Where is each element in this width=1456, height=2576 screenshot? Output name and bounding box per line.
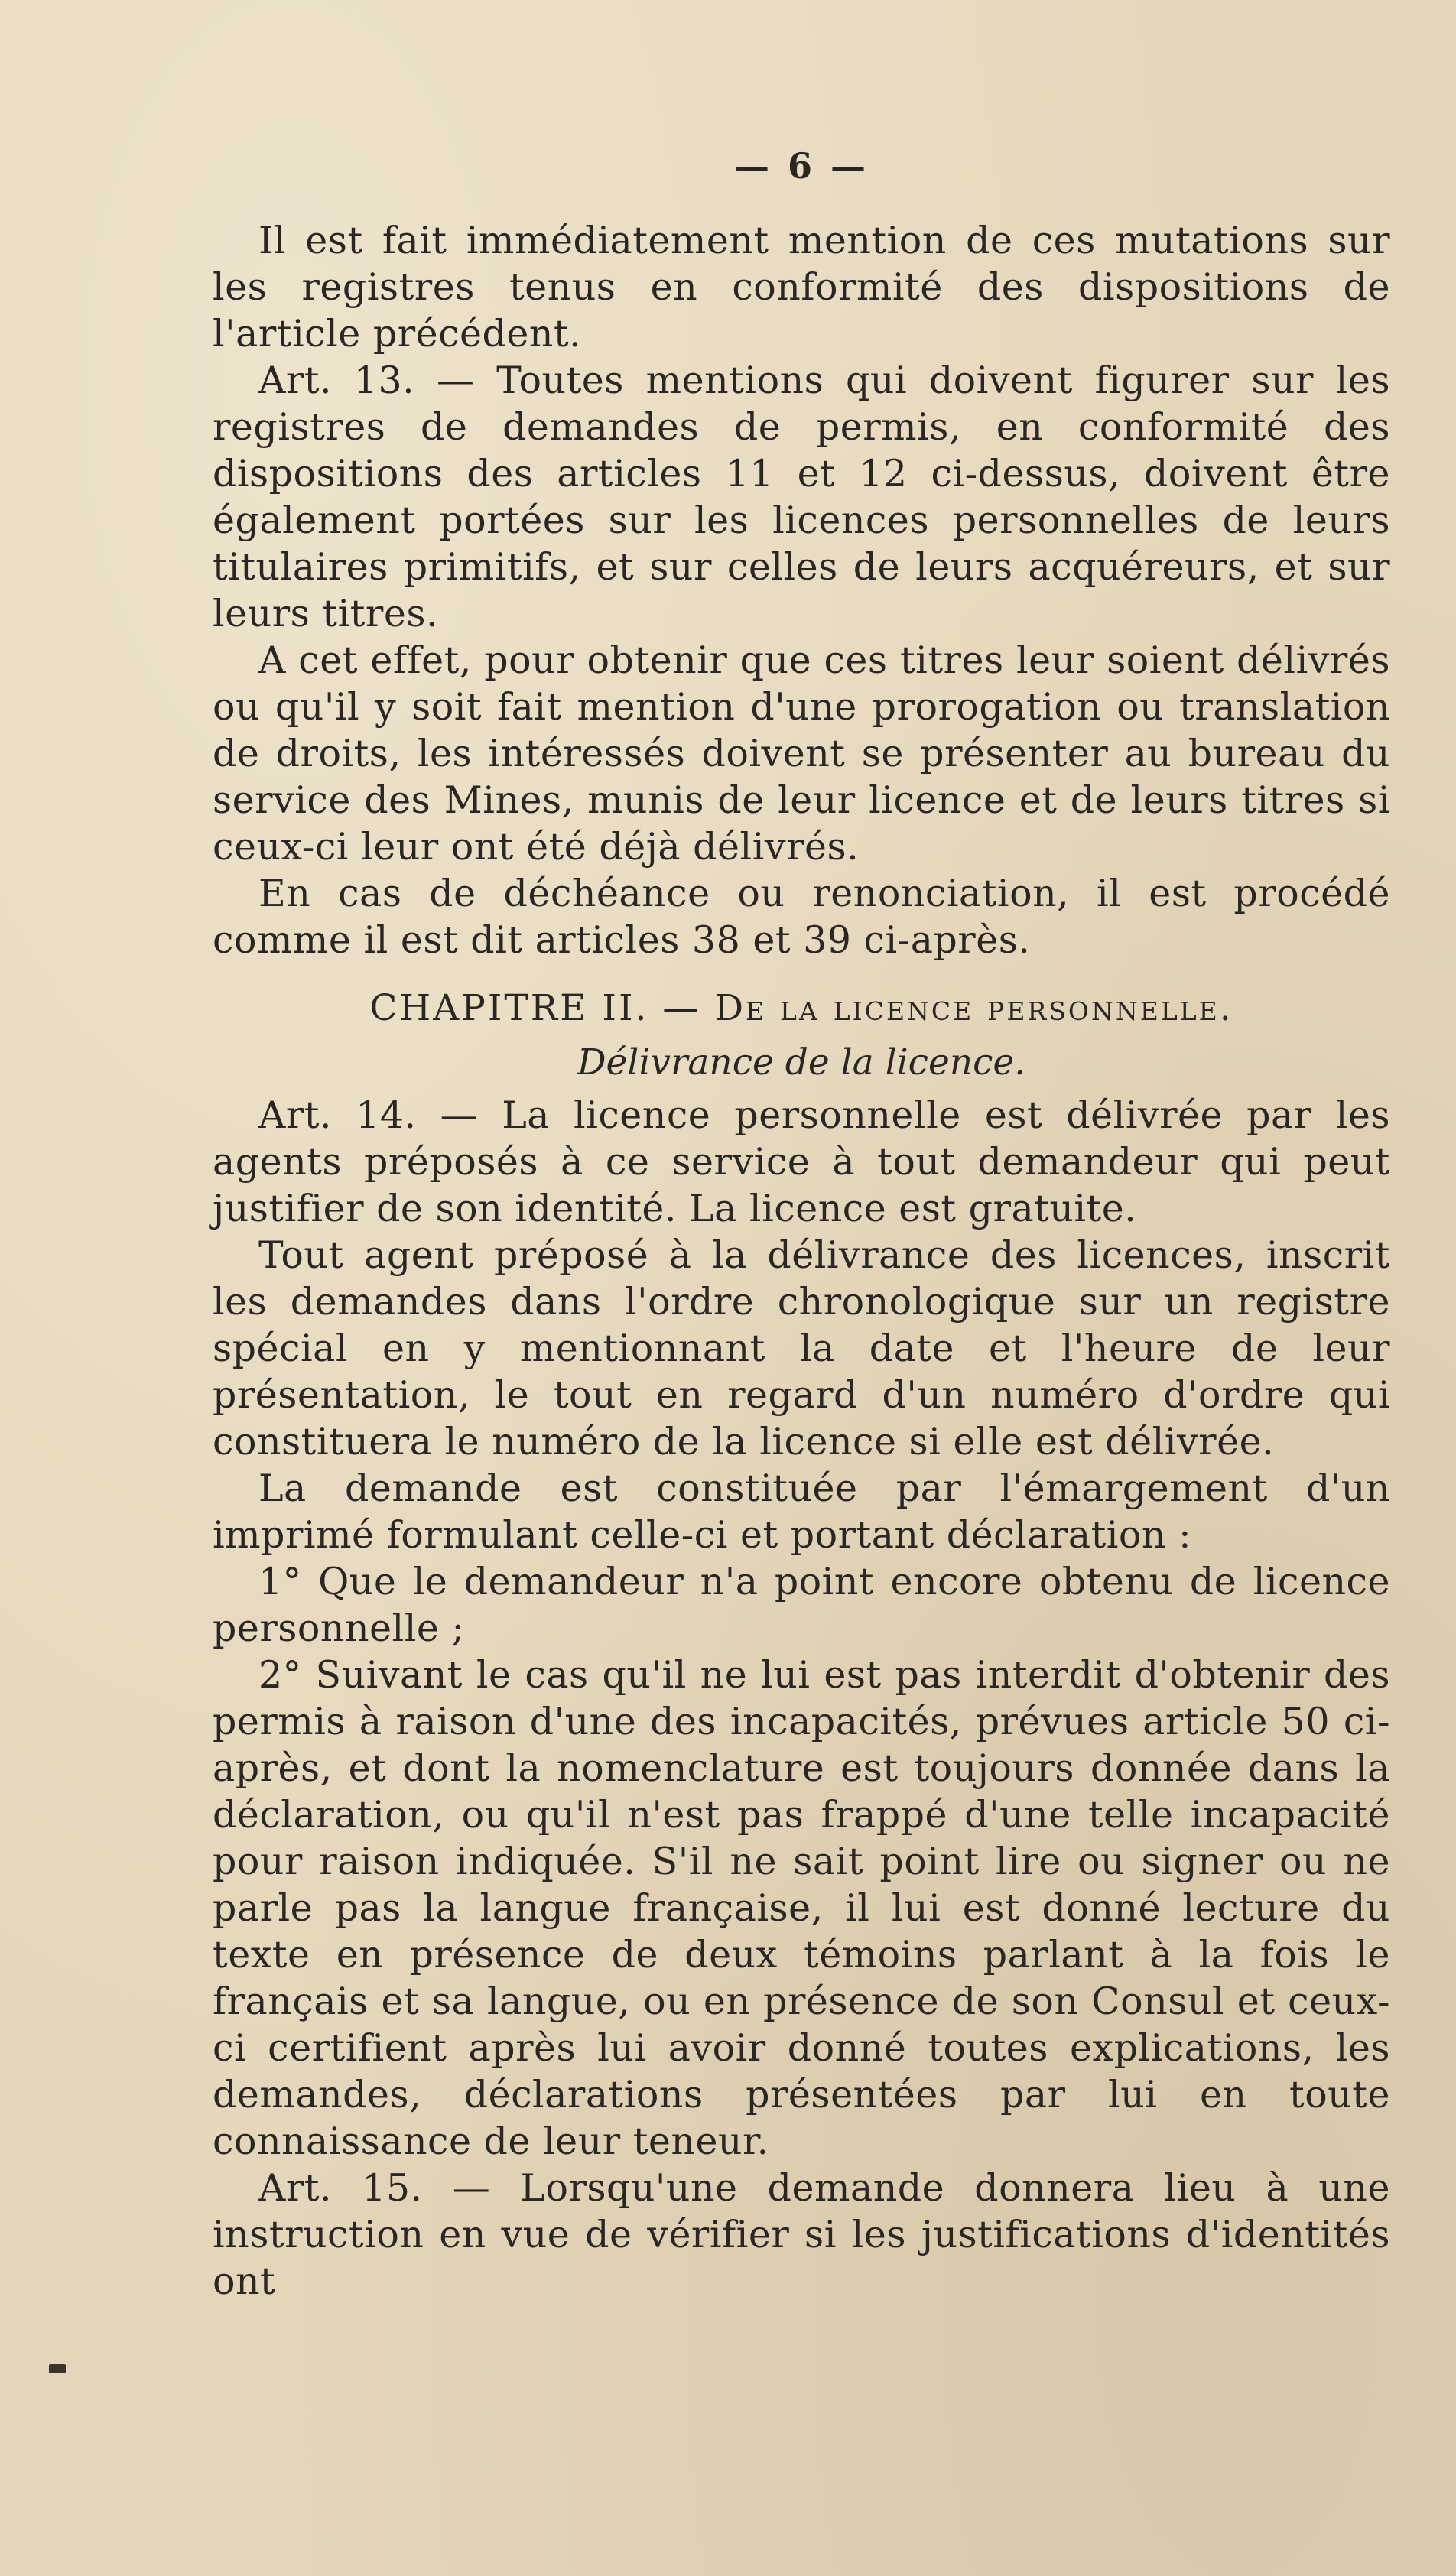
chapter-number: CHAPITRE II. — [369, 987, 701, 1029]
paragraph-article-15: Art. 15. — Lorsqu'une demande donnera lieu à une instruction en vue de vérifier si les justifications d'identités ont [213, 2166, 1390, 2303]
paragraph-article-13: Art. 13. — Toutes mentions qui doivent figurer sur les registres de demandes de permis, en conformité des dispositions des articles 11 et 12 ci-dessus, doivent être également portées sur les licences personnelles de leurs titulaires primitifs, et sur celles de leurs acquéreurs, et sur leurs titres. [213, 359, 1390, 635]
paragraph-item-2: 2° Suivant le cas qu'il ne lui est pas interdit d'obtenir des permis à raison d'une des incapacités, prévues article 50 ci-après, et dont la nomenclature est toujours donnée dans la déclaration, ou qu'il n'est pas frappé d'une telle incapacité pour raison indiquée. S'il ne sait point lire ou signer ou ne parle pas la langue française, il lui est donné lecture du texte en présence de deux témoins parlant à la fois le français et sa langue, ou en présence de son Consul et ceux-ci certifient après lui avoir donné toutes explications, les demandes, déclarations présentées par lui en toute connaissance de leur teneur. [213, 1653, 1390, 2163]
paragraph-mutations: Il est fait immédiatement mention de ces mutations sur les registres tenus en conformité des dispositions de l'article précédent. [213, 219, 1390, 356]
chapter-heading [213, 985, 1390, 1031]
paragraph-item-1: 1° Que le demandeur n'a point encore obtenu de licence personnelle ; [213, 1560, 1390, 1650]
paragraph-agent-register: Tout agent préposé à la délivrance des licences, inscrit les demandes dans l'ordre chronologique sur un registre spécial en y mentionnant la date et l'heure de leur présentation, le tout en regard d'un numéro d'ordre qui constituera le numéro de la licence si elle est délivrée. [213, 1233, 1390, 1463]
document-page [213, 145, 1390, 2305]
paragraph-article-14: Art. 14. — La licence personnelle est délivrée par les agents préposés à ce service à tout demandeur qui peut justifier de son identité. La licence est gratuite. [213, 1093, 1390, 1230]
paragraph-forfeiture: En cas de déchéance ou renonciation, il est procédé comme il est dit articles 38 et 39 ci-après. [213, 872, 1390, 962]
chapter-title: De la licence personnelle. [714, 987, 1233, 1029]
paragraph-demand-form: La demande est constituée par l'émargement d'un imprimé formulant celle-ci et portant déclaration : [213, 1467, 1390, 1557]
margin-ink-mark [49, 2364, 66, 2373]
paragraph-effect: A cet effet, pour obtenir que ces titres leur soient délivrés ou qu'il y soit fait mention d'une prorogation ou translation de droits, les intéressés doivent se présenter au bureau du service des Mines, munis de leur licence et de leurs titres si ceux-ci leur ont été déjà délivrés. [213, 638, 1390, 869]
page-number: — 6 — [733, 145, 869, 187]
section-subtitle: Délivrance de la licence. [577, 1041, 1026, 1083]
